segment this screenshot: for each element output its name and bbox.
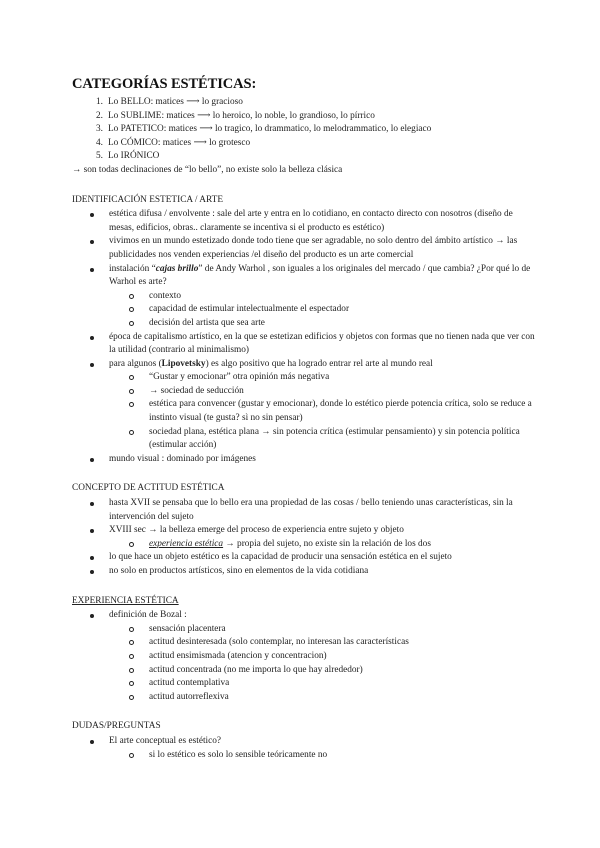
subitem-text: capacidad de estimular intelectualmente el espectador [149,304,350,315]
categories-note: → son todas declinaciones de “lo bello”, no existe solo la belleza clásica [72,164,343,175]
bold-text: Lipovetsky [161,358,206,369]
item-text: mundo visual : dominado por imágenes [109,453,256,464]
subitem-text: actitud ensimismada (atencion y concentracion) [149,650,327,661]
item-text-part: ” de Andy Warhol , son iguales a los originales del mercado / que cambia? ¿Por qué lo de Warhol es arte? [109,263,531,288]
list-item [109,735,536,762]
subitem-text: sensación placentera [149,623,226,634]
item-text: El arte conceptual es estético? [109,735,222,746]
category-item [96,137,536,151]
bullet-icon [90,213,94,217]
category-number: 1. [96,97,103,107]
category-text: Lo IRÓNICO [108,151,160,162]
subitem-text: decisión del artista que sea arte [149,317,265,328]
bullet-icon [90,614,94,618]
subitem-text: actitud concentrada (no me importa lo que hay alrededor) [149,664,363,675]
bullet-icon [90,240,94,244]
bullet-icon [90,458,94,462]
sublist [109,290,536,331]
sublist-item [149,636,536,650]
sublist [109,538,536,552]
sublist [109,623,536,705]
subitem-text: → sociedad de seducción [149,385,244,396]
list-item [109,263,536,331]
bullet-icon [90,570,94,574]
bullet-icon [90,556,94,560]
category-number: 5. [96,151,103,162]
subitem-text: sociedad plana, estética plana → sin potencia crítica (estimular pensamiento) y sin potencia política (estimular acción) [149,426,520,451]
sublist-item [149,426,536,453]
item-text: XVIII sec → la belleza emerge del proceso de experiencia entre sujeto y objeto [109,525,404,536]
sublist-item [149,398,536,425]
emphasized-text: cajas brillo [155,263,199,274]
circle-bullet-icon [129,307,134,312]
subitem-text: → propia del sujeto, no existe sin la relación de los dos [223,538,431,549]
circle-bullet-icon [129,753,134,758]
document-body [72,76,536,762]
categories-list [72,96,536,164]
bullet-icon [90,740,94,744]
actitud-list [72,497,536,579]
bullet-icon [90,268,94,272]
circle-bullet-icon [129,402,134,407]
section-title-identificacion: IDENTIFICACIÓN ESTETICA / ARTE [72,194,224,205]
circle-bullet-icon [129,542,134,547]
category-number: 4. [96,137,103,148]
sublist-item [149,303,536,317]
circle-bullet-icon [129,640,134,645]
category-text: Lo BELLO: matices ⟶ lo gracioso [108,97,243,107]
circle-bullet-icon [129,627,134,632]
subitem-text: “Gustar y emocionar” otra opinión más negativa [149,372,330,383]
sublist-item [149,677,536,691]
list-item [109,497,536,524]
list-item [109,565,536,579]
subitem-text: actitud autorreflexiva [149,691,229,702]
item-text: vivimos en un mundo estetizado donde todo tiene que ser agradable, no solo dentro del ámbito artístico → las publicidades nos venden experiencias /el diseño del producto es un arte comercial [109,236,518,260]
section-title-experiencia [72,595,536,609]
bullet-icon [90,529,94,533]
item-text: época de capitalismo artístico, en la que se estetizan edificios y objetos con formas que no tienen nada que ver con la utilidad (contrario al minimalismo) [109,331,535,356]
category-item [96,110,536,124]
item-text-part: instalación “ [109,263,156,274]
list-item [109,609,536,704]
section-title-actitud: CONCEPTO DE ACTITUD ESTÉTICA [72,483,225,494]
category-number: 2. [96,110,103,121]
subitem-text: actitud contemplativa [149,678,230,689]
category-item [96,123,536,137]
bullet-icon [90,336,94,340]
document-title: CATEGORÍAS ESTÉTICAS: [72,76,257,92]
experiencia-list [72,609,536,704]
sublist-item [149,650,536,664]
category-text: Lo PATETICO: matices ⟶ lo tragico, lo drammatico, lo melodrammatico, lo elegiaco [108,124,432,135]
circle-bullet-icon [129,294,134,299]
item-text: lo que hace un objeto estético es la capacidad de producir una sensación estética en el sujeto [109,552,452,563]
identificacion-list [72,208,536,466]
item-text-part: ) es algo positivo que ha logrado entrar rel arte al mundo real [205,358,433,369]
list-item [109,453,536,467]
item-text: no solo en productos artísticos, sino en elementos de la vida cotidiana [109,566,369,576]
item-text-part: para algunos ( [109,358,162,369]
item-text: hasta XVII se pensaba que lo bello era una propiedad de las cosas / bello teniendo unas características, sin la intervención del sujeto [109,498,513,522]
sublist-item [149,691,536,705]
category-item [96,150,536,164]
subitem-text: actitud desinteresada (solo contemplar, no interesan las características [149,637,409,648]
item-text: definición de Bozal : [109,610,187,621]
sublist-item [149,290,536,304]
list-item [109,524,536,551]
circle-bullet-icon [129,389,134,394]
sublist-item [149,371,536,385]
section-title-text: EXPERIENCIA ESTÉTICA [72,595,179,606]
circle-bullet-icon [129,668,134,673]
circle-bullet-icon [129,695,134,700]
sublist [109,371,536,453]
list-item [109,235,536,262]
sublist-item [149,749,536,763]
sublist-item [149,317,536,331]
category-item [96,96,536,110]
subitem-text: si lo estético es solo lo sensible teóricamente no [149,749,328,760]
dudas-list [72,735,536,762]
bullet-icon [90,502,94,506]
sublist [109,749,536,763]
category-text: Lo SUBLIME: matices ⟶ lo heroico, lo noble, lo grandioso, lo pírrico [108,110,375,121]
list-item [109,208,536,235]
category-text: Lo CÓMICO: matices ⟶ lo grotesco [108,137,251,148]
circle-bullet-icon [129,654,134,659]
section-title-dudas: DUDAS/PREGUNTAS [72,721,161,732]
sublist-item [149,623,536,637]
circle-bullet-icon [129,681,134,686]
list-item [109,331,536,358]
subitem-text: contexto [149,290,182,301]
list-item [109,551,536,565]
bullet-icon [90,363,94,367]
circle-bullet-icon [129,430,134,435]
circle-bullet-icon [129,321,134,326]
list-item [109,358,536,453]
item-text: estética difusa / envolvente : sale del arte y entra en lo cotidiano, en contacto directo con nosotros (diseño de mesas, edificios, obras.. claramente se incentiva si el producto es estético) [109,209,513,233]
category-number: 3. [96,124,103,135]
sublist-item [149,385,536,399]
sublist-item [149,538,536,552]
circle-bullet-icon [129,375,134,380]
sublist-item [149,664,536,678]
underlined-emphasis: experiencia estética [149,538,224,549]
subitem-text: estética para convencer (gustar y emocionar), donde lo estético pierde potencia crítica, solo se reduce a instinto visual (te gusta? sì no sin pensar) [149,399,532,424]
